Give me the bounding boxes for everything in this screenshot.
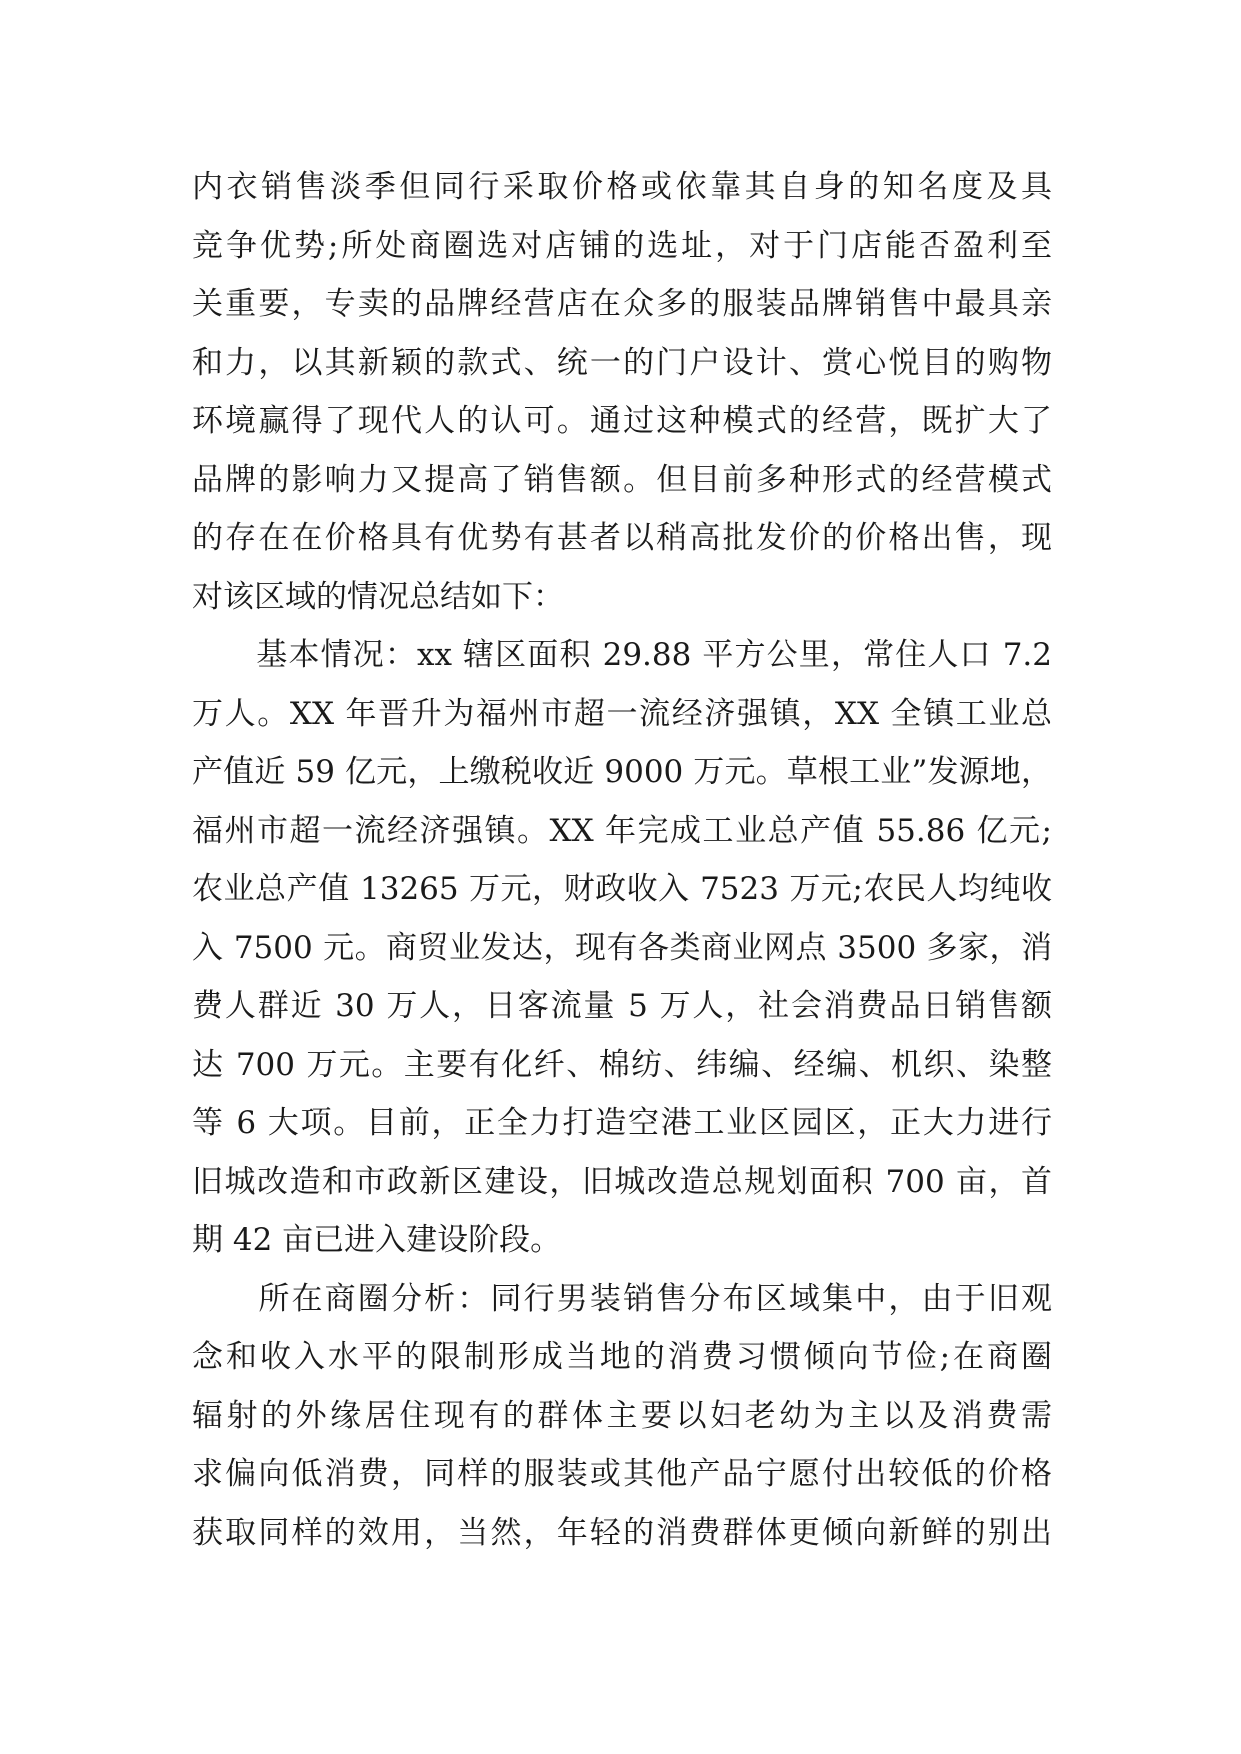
paragraph-trade-area-analysis [192,1270,1052,1563]
text-line: 农业总产值 13265 万元，财政收入 7523 万元;农民人均纯收 [192,871,1052,907]
text-line: 入 7500 元。商贸业发达，现有各类商业网点 3500 多家，消 [192,929,1052,966]
document-body [192,158,1052,1562]
text-line: 产值近 59 亿元，上缴税收近 9000 万元。草根工业”发源地， [192,754,1052,790]
text-line: 所在商圈分析：同行男装销售分布区域集中，由于旧观 [192,1280,1052,1317]
text-line: 和力，以其新颖的款式、统一的门户设计、赏心悦目的购物 [192,344,1052,381]
paragraph-intro [192,158,1052,626]
text-line: 念和收入水平的限制形成当地的消费习惯倾向节俭;在商圈 [192,1339,1052,1375]
text-line: 求偏向低消费，同样的服装或其他产品宁愿付出较低的价格 [192,1456,1052,1492]
text-line: 竞争优势;所处商圈选对店铺的选址，对于门店能否盈利至 [192,227,1052,264]
text-line: 内衣销售淡季但同行采取价格或依靠其自身的知名度及具 [192,169,1052,205]
text-line: 关重要，专卖的品牌经营店在众多的服装品牌销售中最具亲 [192,286,1052,322]
text-line: 福州市超一流经济强镇。XX 年完成工业总产值 55.86 亿元; [192,812,1052,849]
text-line: 辐射的外缘居住现有的群体主要以妇老幼为主以及消费需 [192,1397,1052,1434]
text-line: 期 42 亩已进入建设阶段。 [192,1222,562,1258]
text-line: 获取同样的效用，当然，年轻的消费群体更倾向新鲜的别出 [192,1514,1052,1551]
text-line: 的存在在价格具有优势有甚者以稍高批发价的价格出售，现 [192,520,1052,556]
text-line: 品牌的影响力又提高了销售额。但目前多种形式的经营模式 [192,461,1052,498]
text-line: 费人群近 30 万人，日客流量 5 万人，社会消费品日销售额 [192,988,1052,1024]
text-line: 等 6 大项。目前，正全力打造空港工业区园区，正大力进行 [192,1105,1052,1141]
text-line: 基本情况：xx 辖区面积 29.88 平方公里，常住人口 7.2 [192,637,1052,673]
text-line: 环境赢得了现代人的认可。通过这种模式的经营，既扩大了 [192,403,1052,439]
text-line: 万人。XX 年晋升为福州市超一流经济强镇，XX 全镇工业总 [192,695,1052,732]
text-line: 达 700 万元。主要有化纤、棉纺、纬编、经编、机织、染整 [192,1046,1052,1083]
paragraph-basic-situation [192,626,1052,1270]
text-line: 对该区域的情况总结如下： [192,578,564,615]
text-line: 旧城改造和市政新区建设，旧城改造总规划面积 700 亩，首 [192,1163,1052,1200]
